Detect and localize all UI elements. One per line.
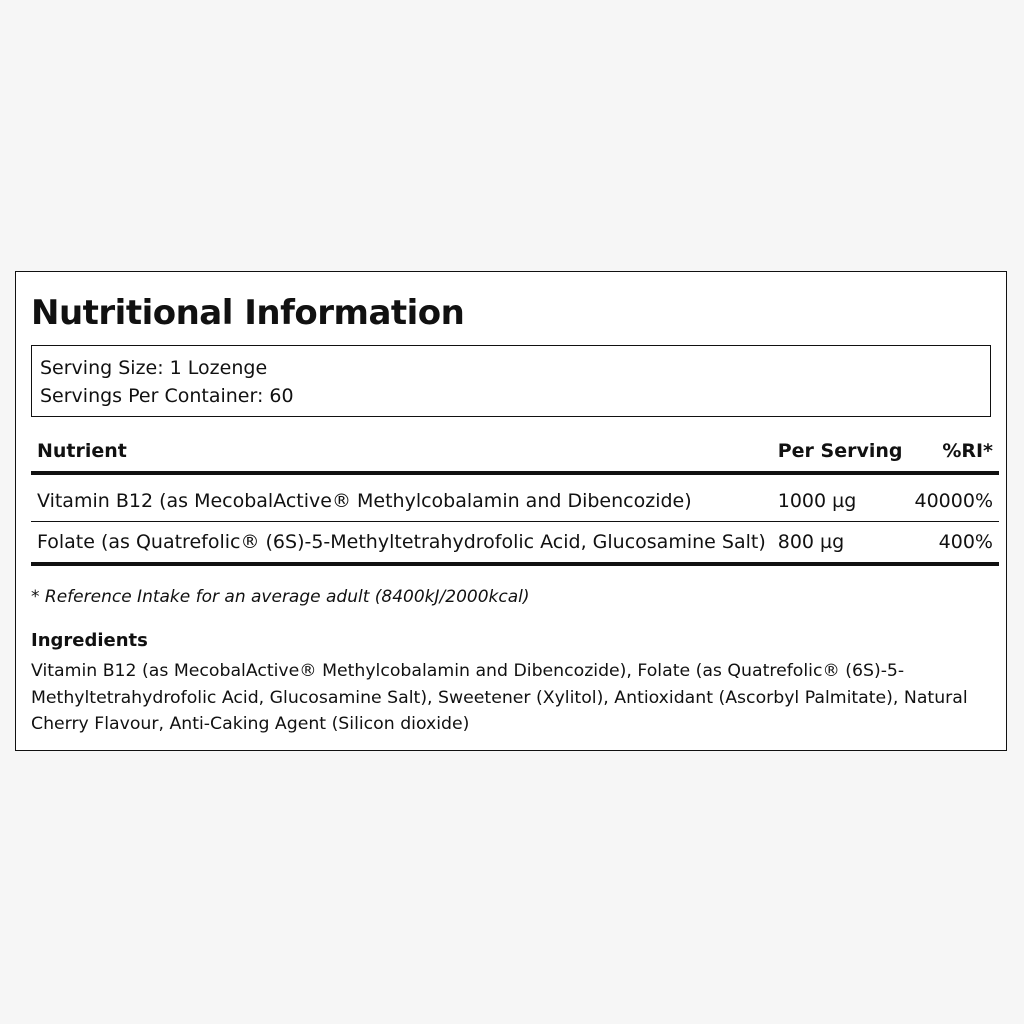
- serving-size: Serving Size: 1 Lozenge: [40, 357, 268, 379]
- table-header-row: [31, 431, 999, 473]
- header-ri: %RI*: [909, 431, 1000, 473]
- table-row: [31, 473, 999, 522]
- nutrient-amount: 1000 µg: [772, 473, 909, 522]
- table-row: [31, 522, 999, 565]
- nutrient-ri: 400%: [909, 522, 1000, 565]
- page-title: Nutritional Information: [31, 293, 465, 333]
- nutrient-table: [31, 431, 999, 566]
- ingredients-heading: Ingredients: [31, 630, 148, 651]
- nutrient-amount: 800 µg: [772, 522, 909, 565]
- header-nutrient: Nutrient: [31, 431, 772, 473]
- nutrition-panel: [15, 271, 1007, 751]
- reference-intake-footnote: * Reference Intake for an average adult (8400kJ/2000kcal): [31, 587, 530, 607]
- header-per-serving: Per Serving: [772, 431, 909, 473]
- nutrient-name: Folate (as Quatrefolic® (6S)-5-Methyltetrahydrofolic Acid, Glucosamine Salt): [31, 522, 772, 565]
- ingredients-text: Vitamin B12 (as MecobalActive® Methylcobalamin and Dibencozide), Folate (as Quatrefolic® (6S)-5-Methyltetrahydrofolic Acid, Glucosamine Salt), Sweetener (Xylitol), Antioxidant (Ascorbyl Palmitate), Natural Cherry Flavour, Anti-Caking Agent (Silicon dioxide): [31, 661, 968, 734]
- servings-per-container: Servings Per Container: 60: [40, 385, 294, 407]
- nutrient-name: Vitamin B12 (as MecobalActive® Methylcobalamin and Dibencozide): [31, 473, 772, 522]
- nutrient-ri: 40000%: [909, 473, 1000, 522]
- serving-info-box: [31, 345, 991, 417]
